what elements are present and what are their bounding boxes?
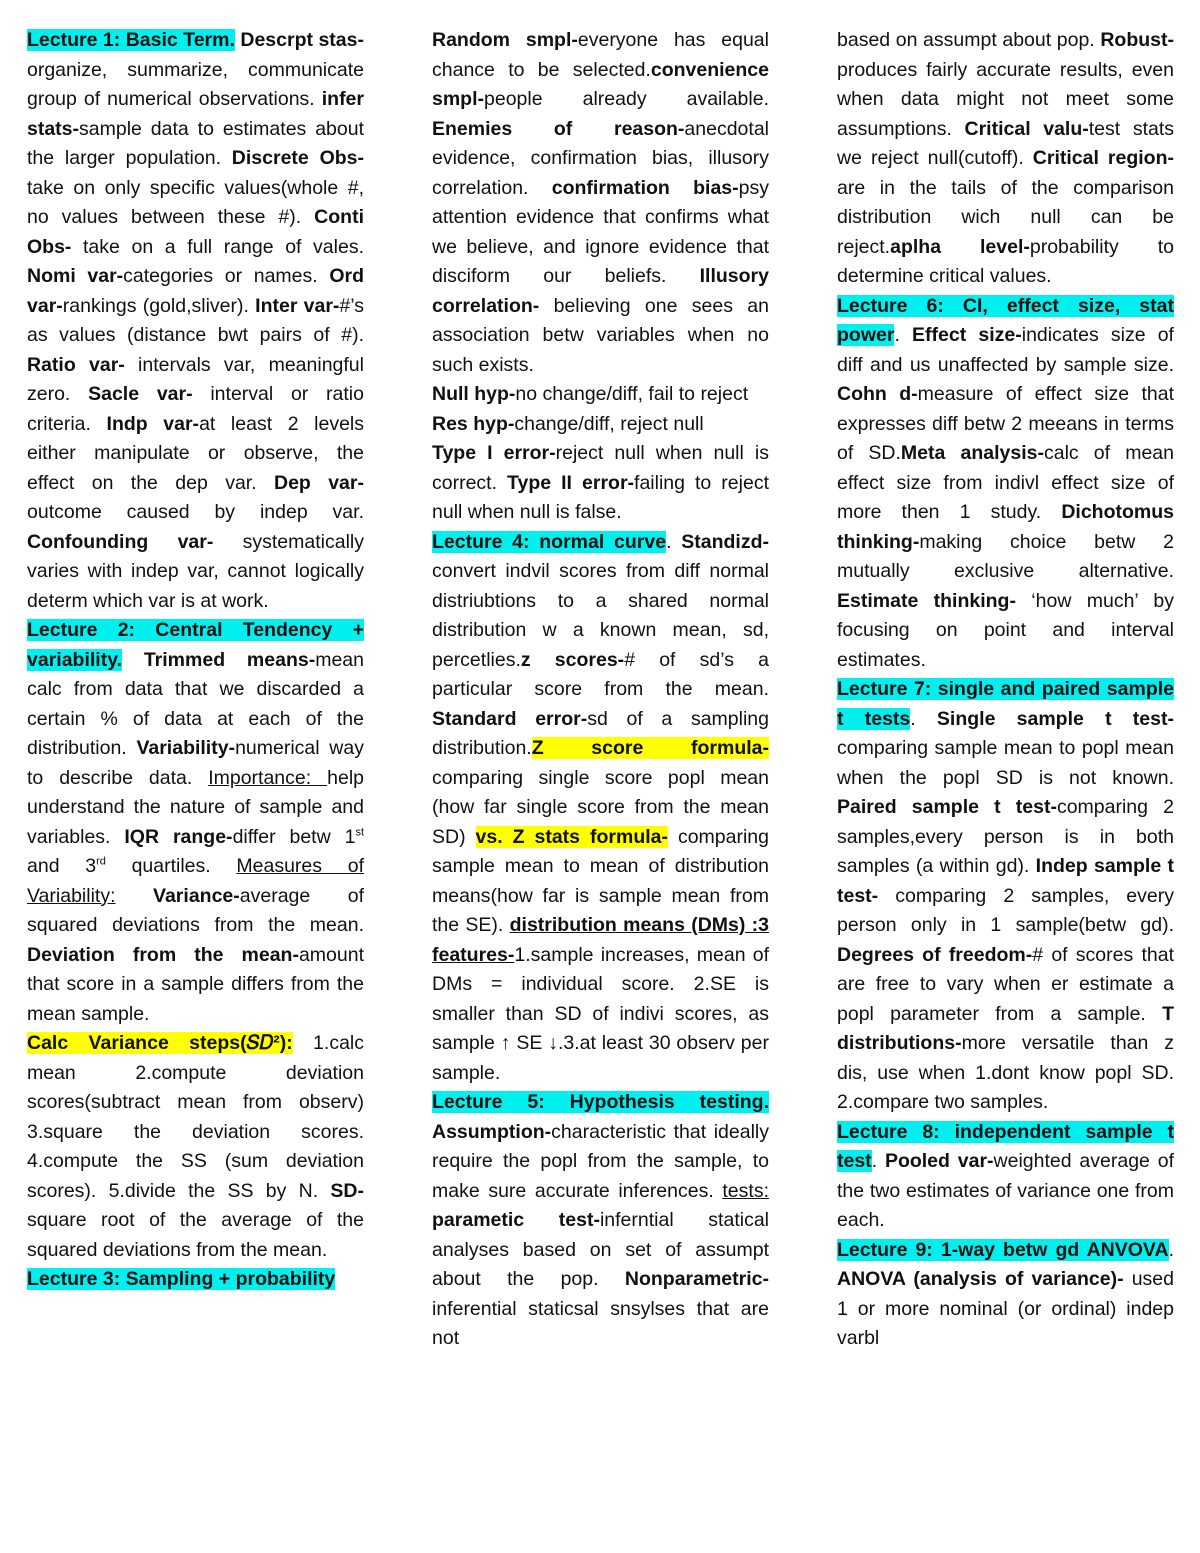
underlined-label: Measures of Variability: <box>27 855 364 907</box>
body-text: interval or ratio criteria. <box>27 383 364 435</box>
term-label: Critical valu- <box>964 117 1089 140</box>
body-text: test stats we reject null(cutoff). <box>837 117 1174 169</box>
term-label: parametic test- <box>432 1209 600 1231</box>
body-text: . <box>871 1150 885 1172</box>
body-text: making choice betw 2 mutually exclusive alternative. <box>837 530 1174 582</box>
term-label: Ord var- <box>27 265 364 317</box>
body-text: rankings (gold,sliver). <box>62 294 256 317</box>
term-label: z scores- <box>520 648 625 671</box>
column-right <box>837 26 1174 1354</box>
body-text: #’s as values (distance bwt pairs of #). <box>27 294 364 346</box>
paragraph <box>432 439 769 528</box>
lecture-heading: Lecture 3: Sampling + probability <box>27 1268 336 1290</box>
term-label: Assumption- <box>432 1120 552 1143</box>
body-text: failing to reject null when null is false. <box>432 471 769 523</box>
body-text: average of squared deviations from the mean. <box>27 884 365 936</box>
body-text: amount that score in a sample differs from the mean sample. <box>27 943 364 1025</box>
term-label: infer stats- <box>27 88 364 140</box>
term-label: Sacle var- <box>88 383 193 405</box>
term-label: Robust- <box>1100 29 1174 51</box>
paragraph <box>837 675 1174 1118</box>
body-text: measure of effect size that expresses diff betw 2 meeans in terms of SD. <box>837 383 1174 464</box>
body-text: quartiles. <box>105 855 237 877</box>
body-text: at least 2 levels either manipulate or observe, the effect on the dep var. <box>27 412 365 494</box>
body-text: # of sd’s a particular score from the mean. <box>432 648 770 700</box>
body-text: indicates size of diff and us unaffected by sample size. <box>837 324 1174 376</box>
body-text: 1.sample increases, mean of DMs = individual score. 2.SE is smaller than SD of indivi scores, as sample ↑ SE ↓.3.at least 30 observ per sample. <box>432 943 769 1084</box>
term-label: Illusory correlation- <box>432 265 769 317</box>
term-label: Dep var- <box>274 471 364 494</box>
lecture-heading: Lecture 7: single and paired sample t tests <box>837 678 1174 730</box>
body-text: inferential staticsal snsylses that are not <box>432 1297 769 1349</box>
body-text: based on assumpt about pop. <box>837 29 1101 51</box>
term-label: Single sample t test- <box>936 707 1174 730</box>
term-label: convenience smpl- <box>432 58 769 110</box>
paragraph <box>837 26 1174 292</box>
term-label: Enemies of reason- <box>432 117 685 140</box>
paragraph <box>27 1029 364 1265</box>
term-label: ANOVA (analysis of variance)- <box>837 1268 1124 1290</box>
body-text: ‘how much’ by focusing on point and interval estimates. <box>837 589 1174 671</box>
term-label: distribution means (DMs) :3 features- <box>432 914 769 966</box>
body-text: comparing 2 samples, every person only in 1 sample(betw gd). <box>837 884 1174 936</box>
body-text: . <box>1168 1238 1174 1261</box>
underlined-label: Importance: <box>208 766 328 789</box>
term-label: aplha level- <box>890 235 1030 258</box>
term-label: Effect size- <box>912 324 1022 346</box>
term-label: Paired sample t test- <box>837 796 1057 818</box>
term-label: Meta analysis- <box>900 442 1044 464</box>
lecture-heading: Lecture 6: CI, effect size, stat power <box>837 294 1174 346</box>
paragraph <box>432 380 769 410</box>
term-label: IQR range- <box>124 825 233 848</box>
body-text: intervals var, meaningful zero. <box>27 353 364 405</box>
body-text: mean calc from data that we discarded a certain % of data at each of the distribution. <box>27 648 364 759</box>
paragraph <box>432 528 769 1089</box>
body-text: comparing sample mean to popl mean when the popl SD is not known. <box>837 737 1174 789</box>
term-label: Deviation from the mean- <box>27 943 299 966</box>
body-text: comparing single score popl mean (how far single score from the mean SD) <box>432 766 769 848</box>
paragraph <box>837 292 1174 676</box>
body-text: take on only specific values(whole #, no values between these #). <box>27 176 364 228</box>
term-label: Estimate thinking- <box>837 589 1016 612</box>
body-text: believing one sees an association betw variables when no such exists. <box>432 294 769 376</box>
body-text: inferntial statical analyses based on set of assumpt about the pop. <box>432 1209 769 1290</box>
term-label: Discrete Obs- <box>231 147 364 169</box>
term-label: Descrpt stas- <box>240 29 364 51</box>
body-text: convert indvil scores from diff normal distriubtions to a shared normal distribution w a known mean, sd, percetlies. <box>432 560 769 671</box>
body-text: sample data to estimates about the larger population. <box>27 117 364 169</box>
term-label: Standard error- <box>432 707 588 730</box>
term-label: Degrees of freedom- <box>837 943 1033 966</box>
body-text: characteristic that ideally require the popl from the sample, to make sure accurate inferences. <box>432 1120 769 1202</box>
body-text: probability to determine critical values. <box>837 235 1174 287</box>
paragraph <box>837 1118 1174 1236</box>
term-label: Null hyp- <box>432 383 516 405</box>
term-label: SD- <box>330 1179 364 1202</box>
paragraph <box>837 1236 1174 1354</box>
column-middle <box>432 26 769 1354</box>
term-label: Confounding var- <box>27 530 214 553</box>
lecture-heading: Lecture 1: Basic Term. <box>27 29 235 51</box>
body-text: and 3 <box>27 855 97 877</box>
body-text: categories or names. <box>123 265 330 287</box>
body-text: square root of the average of the squared deviations from the mean. <box>27 1209 364 1261</box>
body-text: sd of a sampling distribution. <box>432 707 769 759</box>
body-text: more versatile than z dis, use when 1.dont know popl SD. 2.compare two samples. <box>837 1032 1174 1113</box>
body-text: . <box>894 324 913 346</box>
lecture-heading: Lecture 2: Central Tendency + variability. <box>27 619 364 671</box>
body-text: outcome caused by indep var. <box>27 501 364 523</box>
body-text: # of scores that are free to vary when er estimate a popl parameter from a sample. <box>837 943 1174 1025</box>
term-label: Dichotomus thinking- <box>837 501 1174 553</box>
term-label: Nomi var- <box>27 265 124 287</box>
body-text: are in the tails of the comparison distribution wich null can be reject. <box>837 176 1174 258</box>
highlighted-term: Calc Variance steps(𝑆𝐷²): <box>27 1032 293 1054</box>
body-text: systematically varies with indep var, cannot logically determ which var is at work. <box>27 530 364 612</box>
paragraph <box>27 1265 364 1295</box>
paragraph <box>432 1088 769 1354</box>
column-left <box>27 26 364 1295</box>
superscript: rd <box>96 855 106 868</box>
term-label: Ratio var- <box>27 353 125 376</box>
term-label: Indp var- <box>106 412 200 435</box>
body-text: . <box>910 707 937 730</box>
term-label: Pooled var- <box>884 1150 994 1172</box>
body-text: psy attention evidence that confirms what we believe, and ignore evidence that disciform our beliefs. <box>432 176 769 287</box>
body-text: no change/diff, fail to reject <box>515 383 749 405</box>
body-text: produces fairly accurate results, even when data might not meet some assumptions. <box>837 58 1174 140</box>
highlighted-term: vs. Z stats formula- <box>475 825 668 848</box>
body-text: people already available. <box>484 88 769 110</box>
lecture-heading: Lecture 4: normal curve <box>432 530 667 553</box>
term-label: Conti Obs- <box>27 206 364 258</box>
paragraph <box>432 410 769 440</box>
body-text: reject null when null is correct. <box>432 442 769 494</box>
body-text: everyone has equal chance to be selected. <box>432 29 769 81</box>
term-label: Variability- <box>136 737 236 759</box>
body-text: comparing sample mean to mean of distribution means(how far is sample mean from the SE). <box>432 825 769 936</box>
body-text: anecdotal evidence, confirmation bias, illusory correlation. <box>432 117 769 199</box>
term-label: Variance- <box>153 884 240 907</box>
term-label: Standizd- <box>681 530 769 553</box>
underlined-label: tests: <box>722 1179 769 1202</box>
term-label: Res hyp- <box>432 412 515 435</box>
term-label: Critical region- <box>1032 147 1174 169</box>
body-text: numerical way to describe data. <box>27 737 364 789</box>
lecture-heading: Lecture 5: Hypothesis testing. <box>432 1091 769 1113</box>
lecture-heading: Lecture 8: independent sample t test <box>837 1120 1174 1172</box>
body-text: help understand the nature of sample and variables. <box>27 766 364 848</box>
body-text: differ betw 1 <box>232 825 356 848</box>
term-label: Random smpl- <box>432 29 578 51</box>
superscript: st <box>355 826 364 838</box>
body-text: 1.calc mean 2.compute deviation scores(subtract mean from observ) 3.square the deviation scores. 4.compute the SS (sum deviation scores). 5.divide the SS by N. <box>27 1032 364 1202</box>
term-label: Trimmed means- <box>143 648 316 671</box>
paragraph <box>27 26 364 616</box>
paragraph <box>27 616 364 1029</box>
term-label: Type I error- <box>432 442 556 464</box>
body-text: calc of mean effect size from indivl effect size of more then 1 study. <box>837 442 1174 523</box>
body-text: organize, summarize, communicate group of numerical observations. <box>27 58 364 110</box>
lecture-heading: Lecture 9: 1-way betw gd ANVOVA <box>837 1238 1169 1261</box>
highlighted-term: Z score formula- <box>531 737 769 759</box>
body-text: used 1 or more nominal (or ordinal) indep varbl <box>837 1268 1174 1349</box>
term-label: Cohn d- <box>837 383 918 405</box>
term-label: Inter var- <box>255 294 340 317</box>
term-label: confirmation bias- <box>551 176 739 199</box>
term-label: Indep sample t test- <box>837 855 1174 907</box>
body-text: comparing 2 samples,every person is in both samples (a within gd). <box>837 796 1174 877</box>
body-text <box>122 649 144 671</box>
paragraph <box>432 26 769 380</box>
term-label: Nonparametric- <box>624 1268 769 1290</box>
body-text: weighted average of the two estimates of variance one from each. <box>837 1150 1174 1231</box>
body-text: . <box>666 530 682 553</box>
body-text <box>116 885 154 907</box>
body-text: take on a full range of vales. <box>71 235 364 258</box>
term-label: T distributions- <box>837 1002 1174 1054</box>
body-text: change/diff, reject null <box>514 412 704 435</box>
term-label: Type II error- <box>507 471 635 494</box>
